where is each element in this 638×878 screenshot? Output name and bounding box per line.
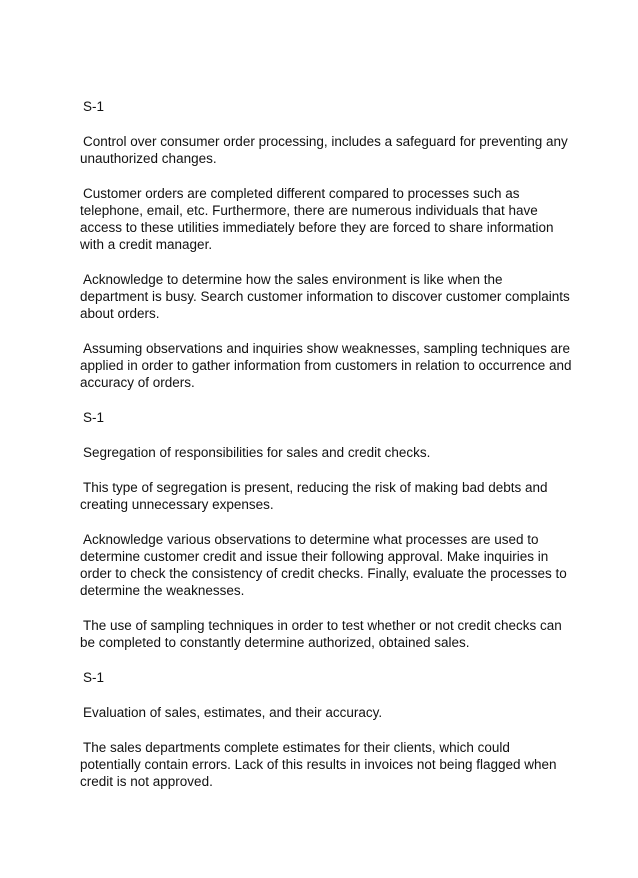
paragraph: Acknowledge to determine how the sales environment is like when the department is busy. Search customer information to discover customer complaints about orders.	[80, 272, 570, 321]
section-heading: S-1	[83, 410, 105, 425]
paragraph: This type of segregation is present, reducing the risk of making bad debts and creating unnecessary expenses.	[80, 480, 548, 512]
paragraph: Customer orders are completed different compared to processes such as telephone, email, etc. Furthermore, there are numerous individuals that have access to these utilities immediately before they are forced to share information with a credit manager.	[80, 186, 554, 252]
paragraph: Evaluation of sales, estimates, and their accuracy.	[83, 705, 383, 720]
paragraph: Control over consumer order processing, includes a safeguard for preventing any unauthorized changes.	[80, 134, 568, 166]
section-heading: S-1	[83, 670, 105, 685]
paragraph: Assuming observations and inquiries show weaknesses, sampling techniques are applied in order to gather information from customers in relation to occurrence and accuracy of orders.	[80, 341, 572, 390]
paragraph: The use of sampling techniques in order to test whether or not credit checks can be completed to constantly determine authorized, obtained sales.	[80, 618, 562, 650]
section-heading: S-1	[83, 99, 105, 114]
paragraph: The sales departments complete estimates for their clients, which could potentially contain errors. Lack of this results in invoices not being flagged when credit is not approved.	[80, 740, 557, 789]
paragraph: Segregation of responsibilities for sales and credit checks.	[83, 445, 431, 460]
document-body	[80, 98, 572, 808]
paragraph: Acknowledge various observations to determine what processes are used to determine customer credit and issue their following approval. Make inquiries in order to check the consistency of credit checks. Finally, evaluate the processes to determine the weaknesses.	[80, 532, 567, 598]
